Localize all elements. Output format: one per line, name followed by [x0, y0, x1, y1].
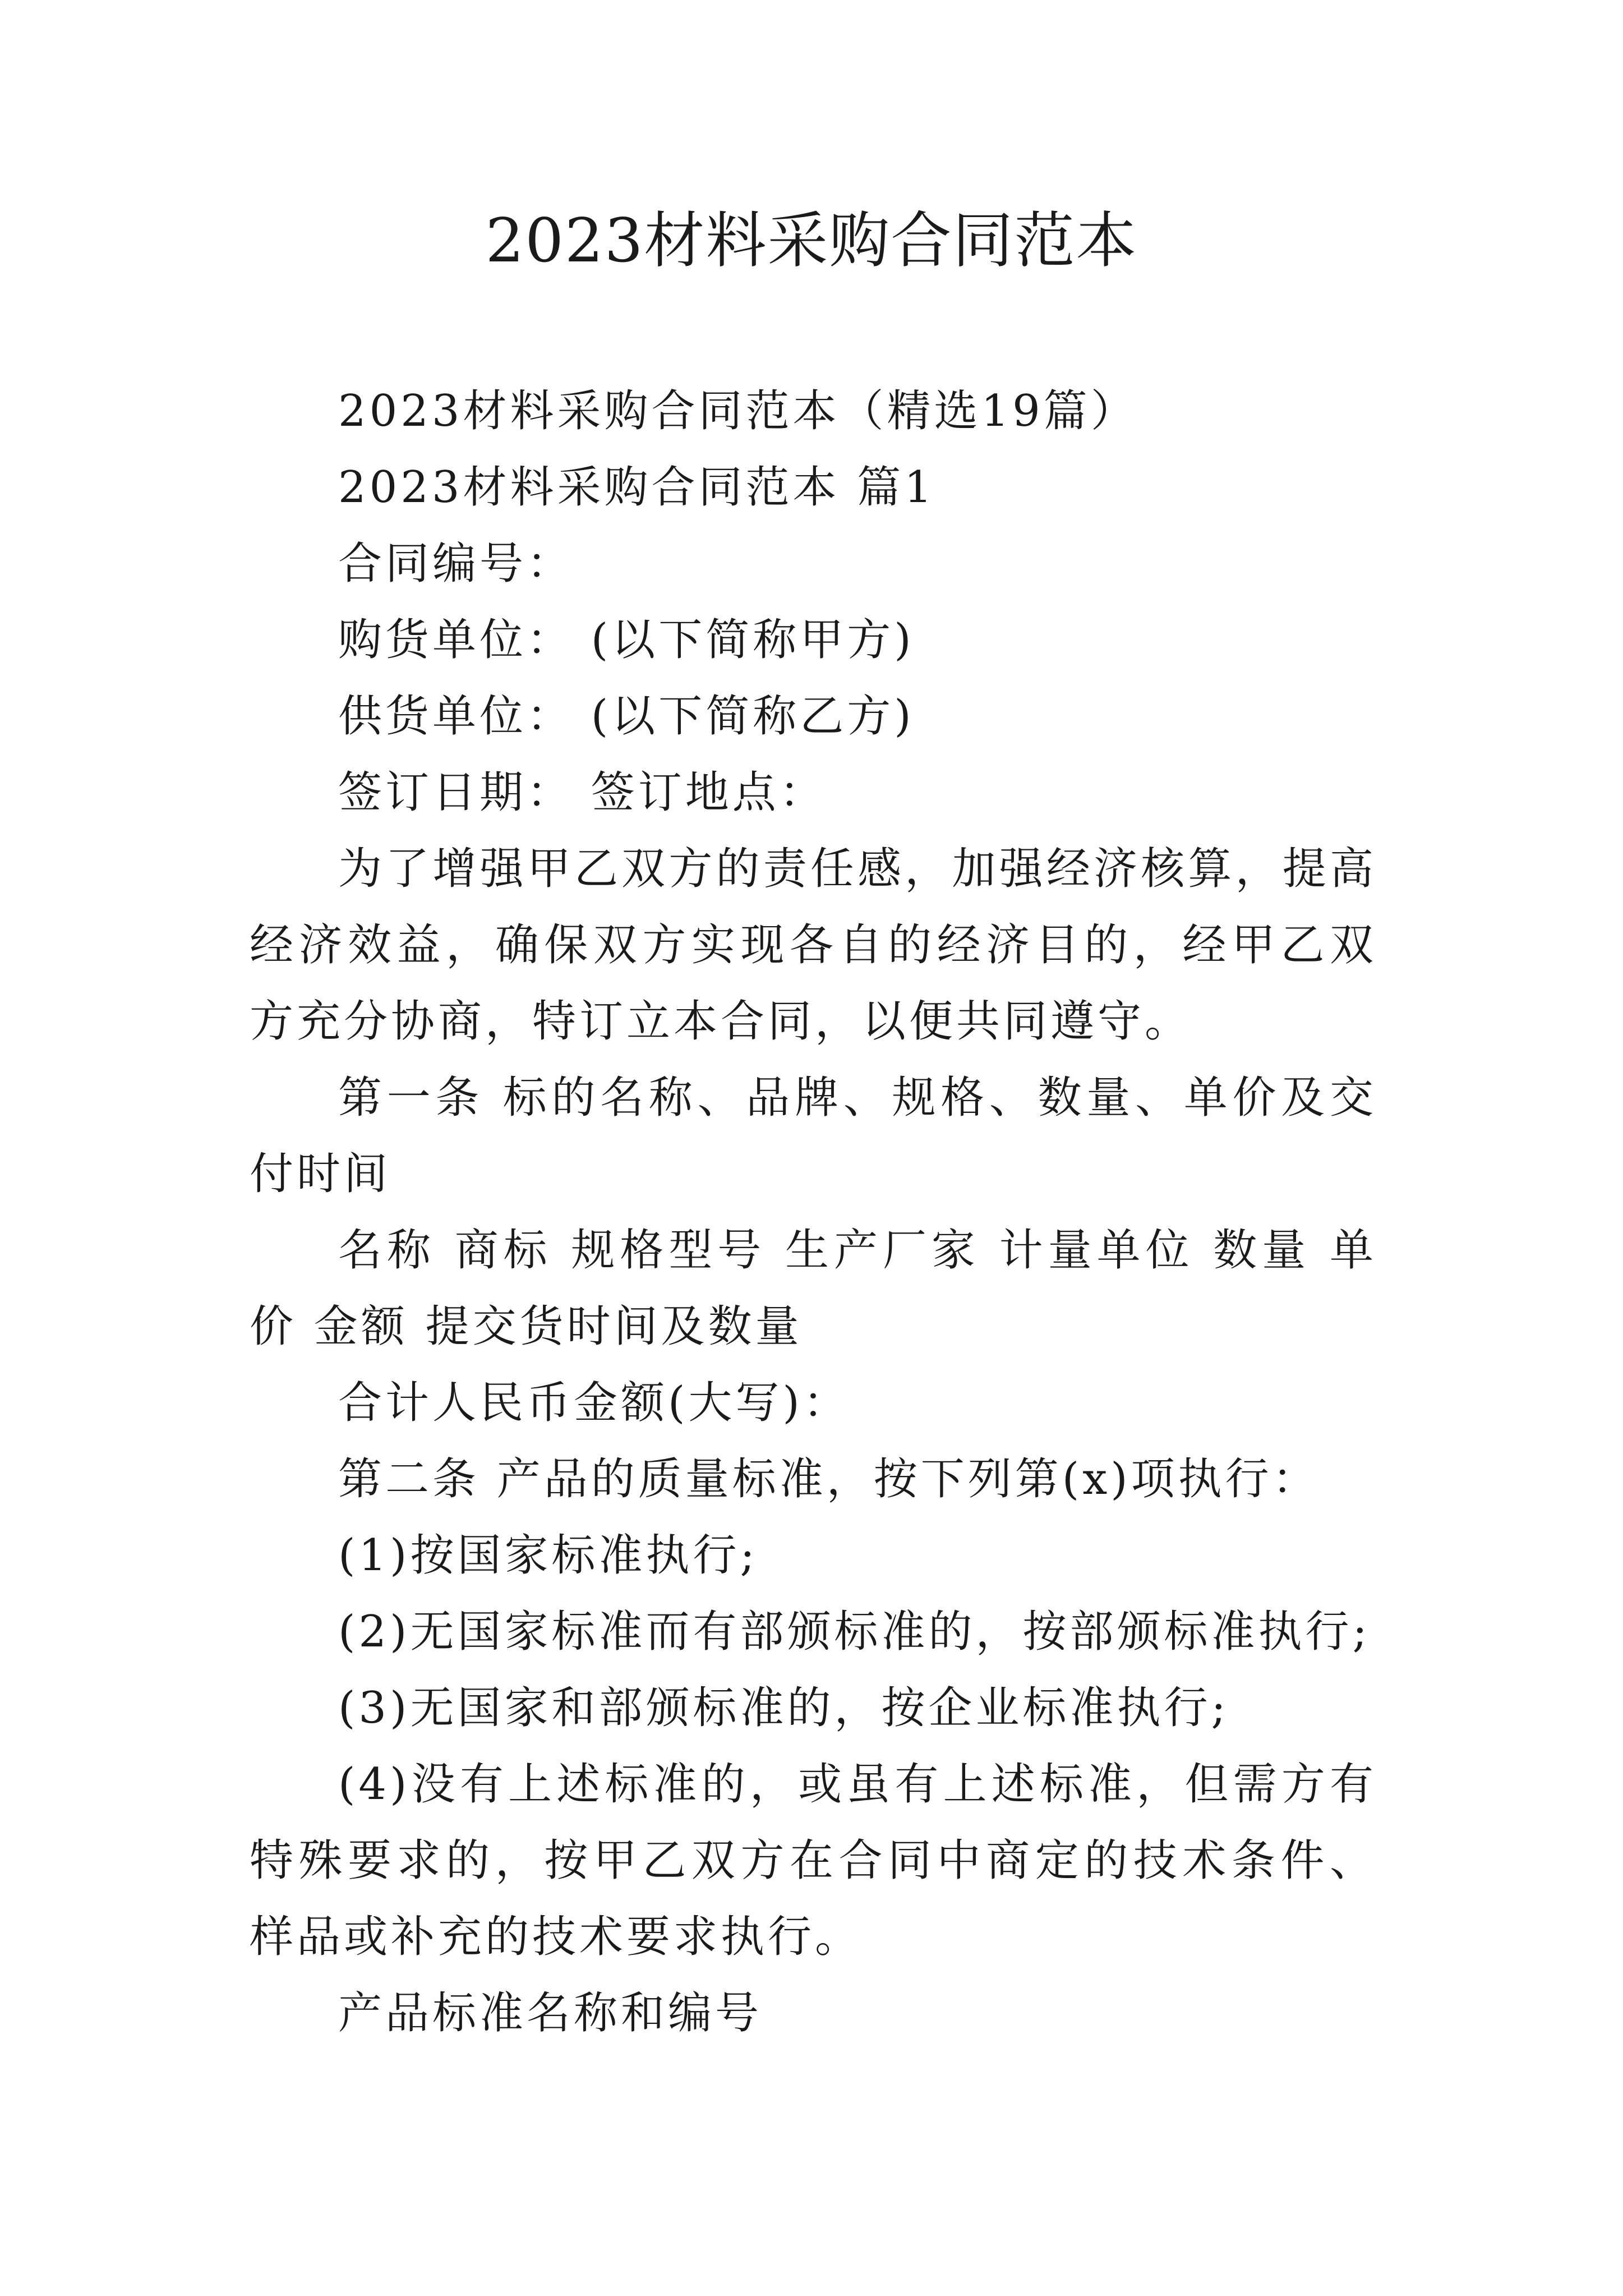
supplier-line: 供货单位： (以下简称乙方)	[338, 691, 915, 742]
preamble-paragraph: 为了增强甲乙双方的责任感，加强经济核算，提高经济效益，确保双方实现各自的经济目的，经甲乙双方充分协商，特订立本合同，以便共同遵守。	[250, 844, 1377, 1047]
buyer-line: 购货单位： (以下简称甲方)	[338, 615, 915, 665]
standard-item-3: (3)无国家和部颁标准的，按企业标准执行;	[338, 1683, 1229, 1733]
standard-item-4: (4)没有上述标准的，或虽有上述标准，但需方有特殊要求的，按甲乙双方在合同中商定的技术条件、样品或补充的技术要求执行。	[250, 1759, 1377, 1962]
standard-item-2: (2)无国家标准而有部颁标准的，按部颁标准执行;	[338, 1607, 1371, 1657]
total-amount-line: 合计人民币金额(大写)：	[338, 1378, 850, 1428]
item-columns-paragraph: 名称 商标 规格型号 生产厂家 计量单位 数量 单价 金额 提交货时间及数量	[250, 1225, 1377, 1352]
standard-name-number-line: 产品标准名称和编号	[338, 1988, 763, 2039]
article-2-heading: 第二条 产品的质量标准，按下列第(x)项执行：	[338, 1454, 1320, 1504]
document-body	[250, 373, 1377, 2051]
signing-date-place-line: 签订日期： 签订地点：	[338, 767, 827, 818]
section-heading: 2023材料采购合同范本 篇1	[338, 462, 935, 513]
article-1-heading: 第一条 标的名称、品牌、规格、数量、单价及交付时间	[250, 1073, 1377, 1199]
standard-item-1: (1)按国家标准执行;	[338, 1530, 758, 1581]
document-title: 2023材料采购合同范本	[485, 206, 1138, 276]
subtitle-collection: 2023材料采购合同范本（精选19篇）	[338, 386, 1138, 436]
contract-number-line: 合同编号：	[338, 539, 574, 589]
